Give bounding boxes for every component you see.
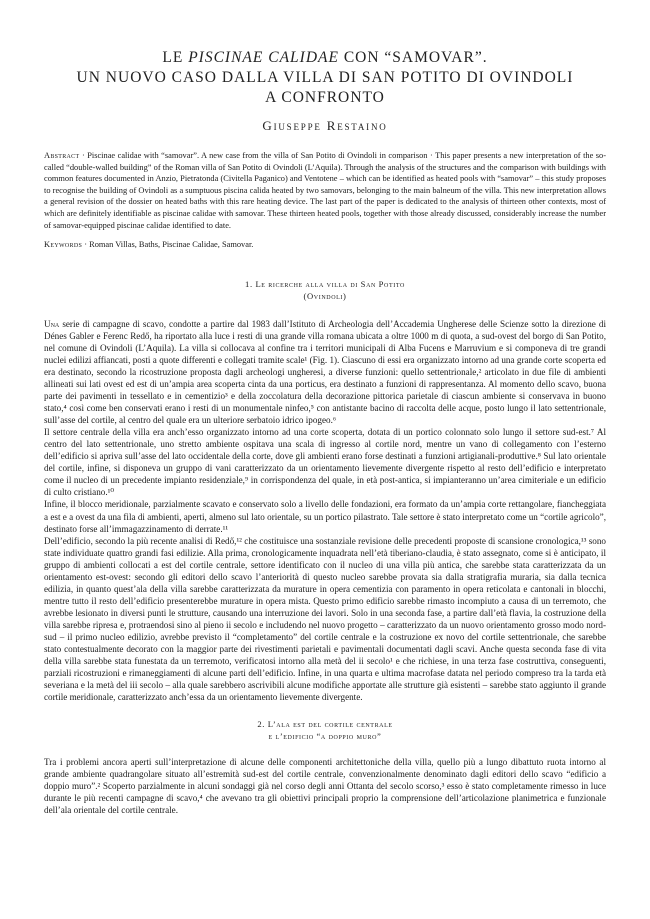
section-1-paragraph-1-text: serie di campagne di scavo, condotte a partire dal 1983 dall’Istituto di Archeologia dell’Accademia Ungherese delle Scienze sotto la direzione di Dénes Gabler e Ferenc Redő, ha riportato alla luce i resti di una grande villa romana ubicata a oltre 1000 m di quota, a sud-ovest del borgo di San Potito, nel comune di Ovindoli (L’Aquila). La villa si collocava al confine tra i territori municipali di Alba Fucens e Marruvium e si componeva di tre grandi nuclei edilizi affiancati, posti a quote differenti e collegati tramite scale¹ (Fig. 1). Ciascuno di essi era organizzato intorno ad una grande corte scoperta ed era destinato, secondo la ricostruzione proposta dagli archeologi ungheresi, a diverse funzioni: quello settentrionale,² articolato in due file di ambienti allineati sui lati ovest ed est di un’ampia area scoperta cinta da una porticus, era destinato a funzioni di rappresentanza. Al momento dello scavo, buona parte dei pavimenti in tessellato e in cementizio³ e della zoccolatura della decorazione pittorica parietale di ciascun ambiente si conservava in buono stato,⁴ così come ben conservati erano i resti di un monumentale ninfeo,⁵ con antistante bacino di raccolta delle acque, posto lungo il lato settentrionale, sull’asse del cortile, al centro del quale era un ulteriore serbatoio idrico ipogeo.⁶ xyxy=(44,318,606,426)
section-2-body xyxy=(44,756,606,816)
author-name: Giuseppe Restaino xyxy=(262,118,388,133)
abstract-label: Abstract xyxy=(44,151,80,160)
section-2-heading-line-2: e l’edificio “a doppio muro” xyxy=(268,731,382,742)
section-1-body xyxy=(44,318,606,704)
section-2-heading-line-1: 2. L’ala est del cortile centrale xyxy=(257,719,393,730)
section-1-heading-line-1: 1. Le ricerche alla villa di San Potito xyxy=(245,278,405,289)
section-2-heading xyxy=(44,718,606,742)
title-line-1-pre: LE xyxy=(162,49,189,66)
article-title xyxy=(44,48,606,108)
title-line-1 xyxy=(44,48,606,68)
lead-word: Una xyxy=(44,318,60,329)
keywords xyxy=(44,239,606,251)
section-2-paragraph-1: Tra i problemi ancora aperti sull’interpretazione di alcune delle componenti architettoniche della villa, quello più a lungo dibattuto ruota intorno al grande ambiente quadrangolare situato all’estremità sud-est del cortile centrale, convenzionalmente denominato dagli editori dello scavo “edificio a doppio muro”.² Scoperto parzialmente in alcuni sondaggi già nel corso degli anni Ottanta del secolo scorso,³ esso è stato completamente rimesso in luce durante le più recenti campagne di scavo,⁴ che avevano tra gli obiettivi principali proprio la comprensione dell’articolazione planimetrica e funzionale dell’ala orientale del cortile centrale. xyxy=(44,757,606,816)
keywords-text: · Roman Villas, Baths, Piscinae Calidae, Samovar. xyxy=(84,240,254,250)
section-1-heading xyxy=(44,278,606,302)
title-line-1-post: CON “SAMOVAR”. xyxy=(338,49,488,66)
section-1-paragraph-3: Infine, il blocco meridionale, parzialmente scavato e conservato solo a livello delle fondazioni, era formato da un’ampia corte rettangolare, fiancheggiata a est e a ovest da una fila di ambienti, aperti, almeno sul lato orientale, su un portico pilastrato. Tale settore è stato interpretato come un “cortile agricolo”, destinato forse all’immagazzinamento di derrate.¹¹ xyxy=(44,499,606,534)
keywords-label: Keywords xyxy=(44,240,83,250)
section-1-paragraph-4: Dell’edificio, secondo la più recente analisi di Redő,¹² che costituisce una sostanziale revisione delle precedenti proposte di scansione cronologica,¹³ sono state individuate quattro grandi fasi edilizie. Alla prima, cronologicamente inquadrata nell’età tiberiano-claudia, è stato assegnato, come si è anticipato, il gruppo di ambienti collocati a est del cortile centrale, settore identificato con il nucleo di una villa più antica, che sarebbe stata caratterizzata da un orientamento est-ovest: secondo gli editori dello scavo l’anteriorità di questo nucleo sarebbe provata sia dalla stratigrafia muraria, sia dalla tecnica edilizia, in quanto quest’ala della villa sarebbe caratterizzata da murature in opera cementizia con paramento in opera reticolata e cantonali in blocchi, mentre tutto il resto dell’edificio presenterebbe murature in opera mista. Questo primo edificio sarebbe rimasto incompiuto a causa di un terremoto, che avrebbe lesionato in diversi punti le strutture, causando una interruzione dei lavori. Solo in una seconda fase, a partire dall’età flavia, la costruzione della villa sarebbe ripresa e, protraendosi sino al pieno ii secolo e includendo nel nuovo progetto – caratterizzato da un nuovo orientamento grosso modo nord-sud – il primo nucleo edilizio, avrebbe previsto il “completamento” del cortile centrale e la costruzione ex novo del cortile settentrionale, che sarebbe stato contestualmente decorato con la maggior parte dei rivestimenti parietali e pavimentali documentati dagli scavi. Anche questa seconda fase di vita della villa sarebbe stata funestata da un terremoto, verificatosi intorno alla metà del ii secolo¹ e che richiese, in una terza fase costruttiva, conseguenti, parziali ricostruzioni e rimaneggiamenti di alcune parti dell’edificio. Infine, in una quarta e ultima macrofase datata nel periodo compreso tra la tarda età severiana e la metà del iii secolo – alla quale sarebbero ascrivibili alcune modifiche apportate alle strutture già esistenti – sarebbe stato aggiunto il grande cortile meridionale, caratterizzato anch’essa da un orientamento lievemente divergente. xyxy=(44,535,606,703)
article-page xyxy=(44,48,606,816)
section-1-heading-line-2: (Ovindoli) xyxy=(303,290,347,301)
abstract-text: · Piscinae calidae with “samovar”. A new case from the villa of San Potito di Ovindoli in comparison · This paper presents a new interpretation of the so-called “double-walled building” of the Roman villa of San Potito di Ovindoli (L’Aquila). Through the analysis of the structures and the comparison with buildings with common features documented in Anzio, Pietratonda (Civitella Paganico) and Ventotene – which can be identified as heated pools with “samovar” – this study proposes to recognise the building of Ovindoli as a sumptuous piscina calida heated by two samovars, belonging to the main balneum of the villa. This new interpretation allows a general revision of the dossier on heated baths with this rare heating device. The last part of the paper is dedicated to the analysis of thirteen other contexts, most of which are definitely identifiable as piscinae calidae with samovar. These thirteen heated pools, together with those already discussed, considerably increase the number of samovar-equipped piscinae calidae identified to date. xyxy=(44,151,607,230)
title-line-2: UN NUOVO CASO DALLA VILLA DI SAN POTITO DI OVINDOLI xyxy=(76,69,574,86)
section-1-paragraph-2: Il settore centrale della villa era anch’esso organizzato intorno ad una corte scoperta, dotata di un portico colonnato solo lungo il settore sud-est.⁷ Al centro del lato settentrionale, uno stretto ambiente ospitava una scala di ingresso al cortile nord, mentre un vano di collegamento con l’esterno dell’edificio si apriva sull’asse del lato occidentale della corte, dove gli ambienti erano forse destinati a funzioni artigianali-produttive.⁸ Sul lato orientale del cortile, infine, si disponeva un gruppo di vani caratterizzato da un orientamento lievemente divergente rispetto al resto dell’edificio e interpretato come il nucleo di un precedente impianto residenziale,⁹ in corrispondenza del quale, in età post-antica, si impianteranno un’area cimiteriale e un edificio di culto cristiano.¹⁰ xyxy=(44,427,606,498)
abstract xyxy=(44,150,606,231)
section-1-paragraph-1 xyxy=(44,318,606,426)
title-line-1-italic: PISCINAE CALIDAE xyxy=(188,49,339,66)
title-line-3: A CONFRONTO xyxy=(265,89,385,106)
